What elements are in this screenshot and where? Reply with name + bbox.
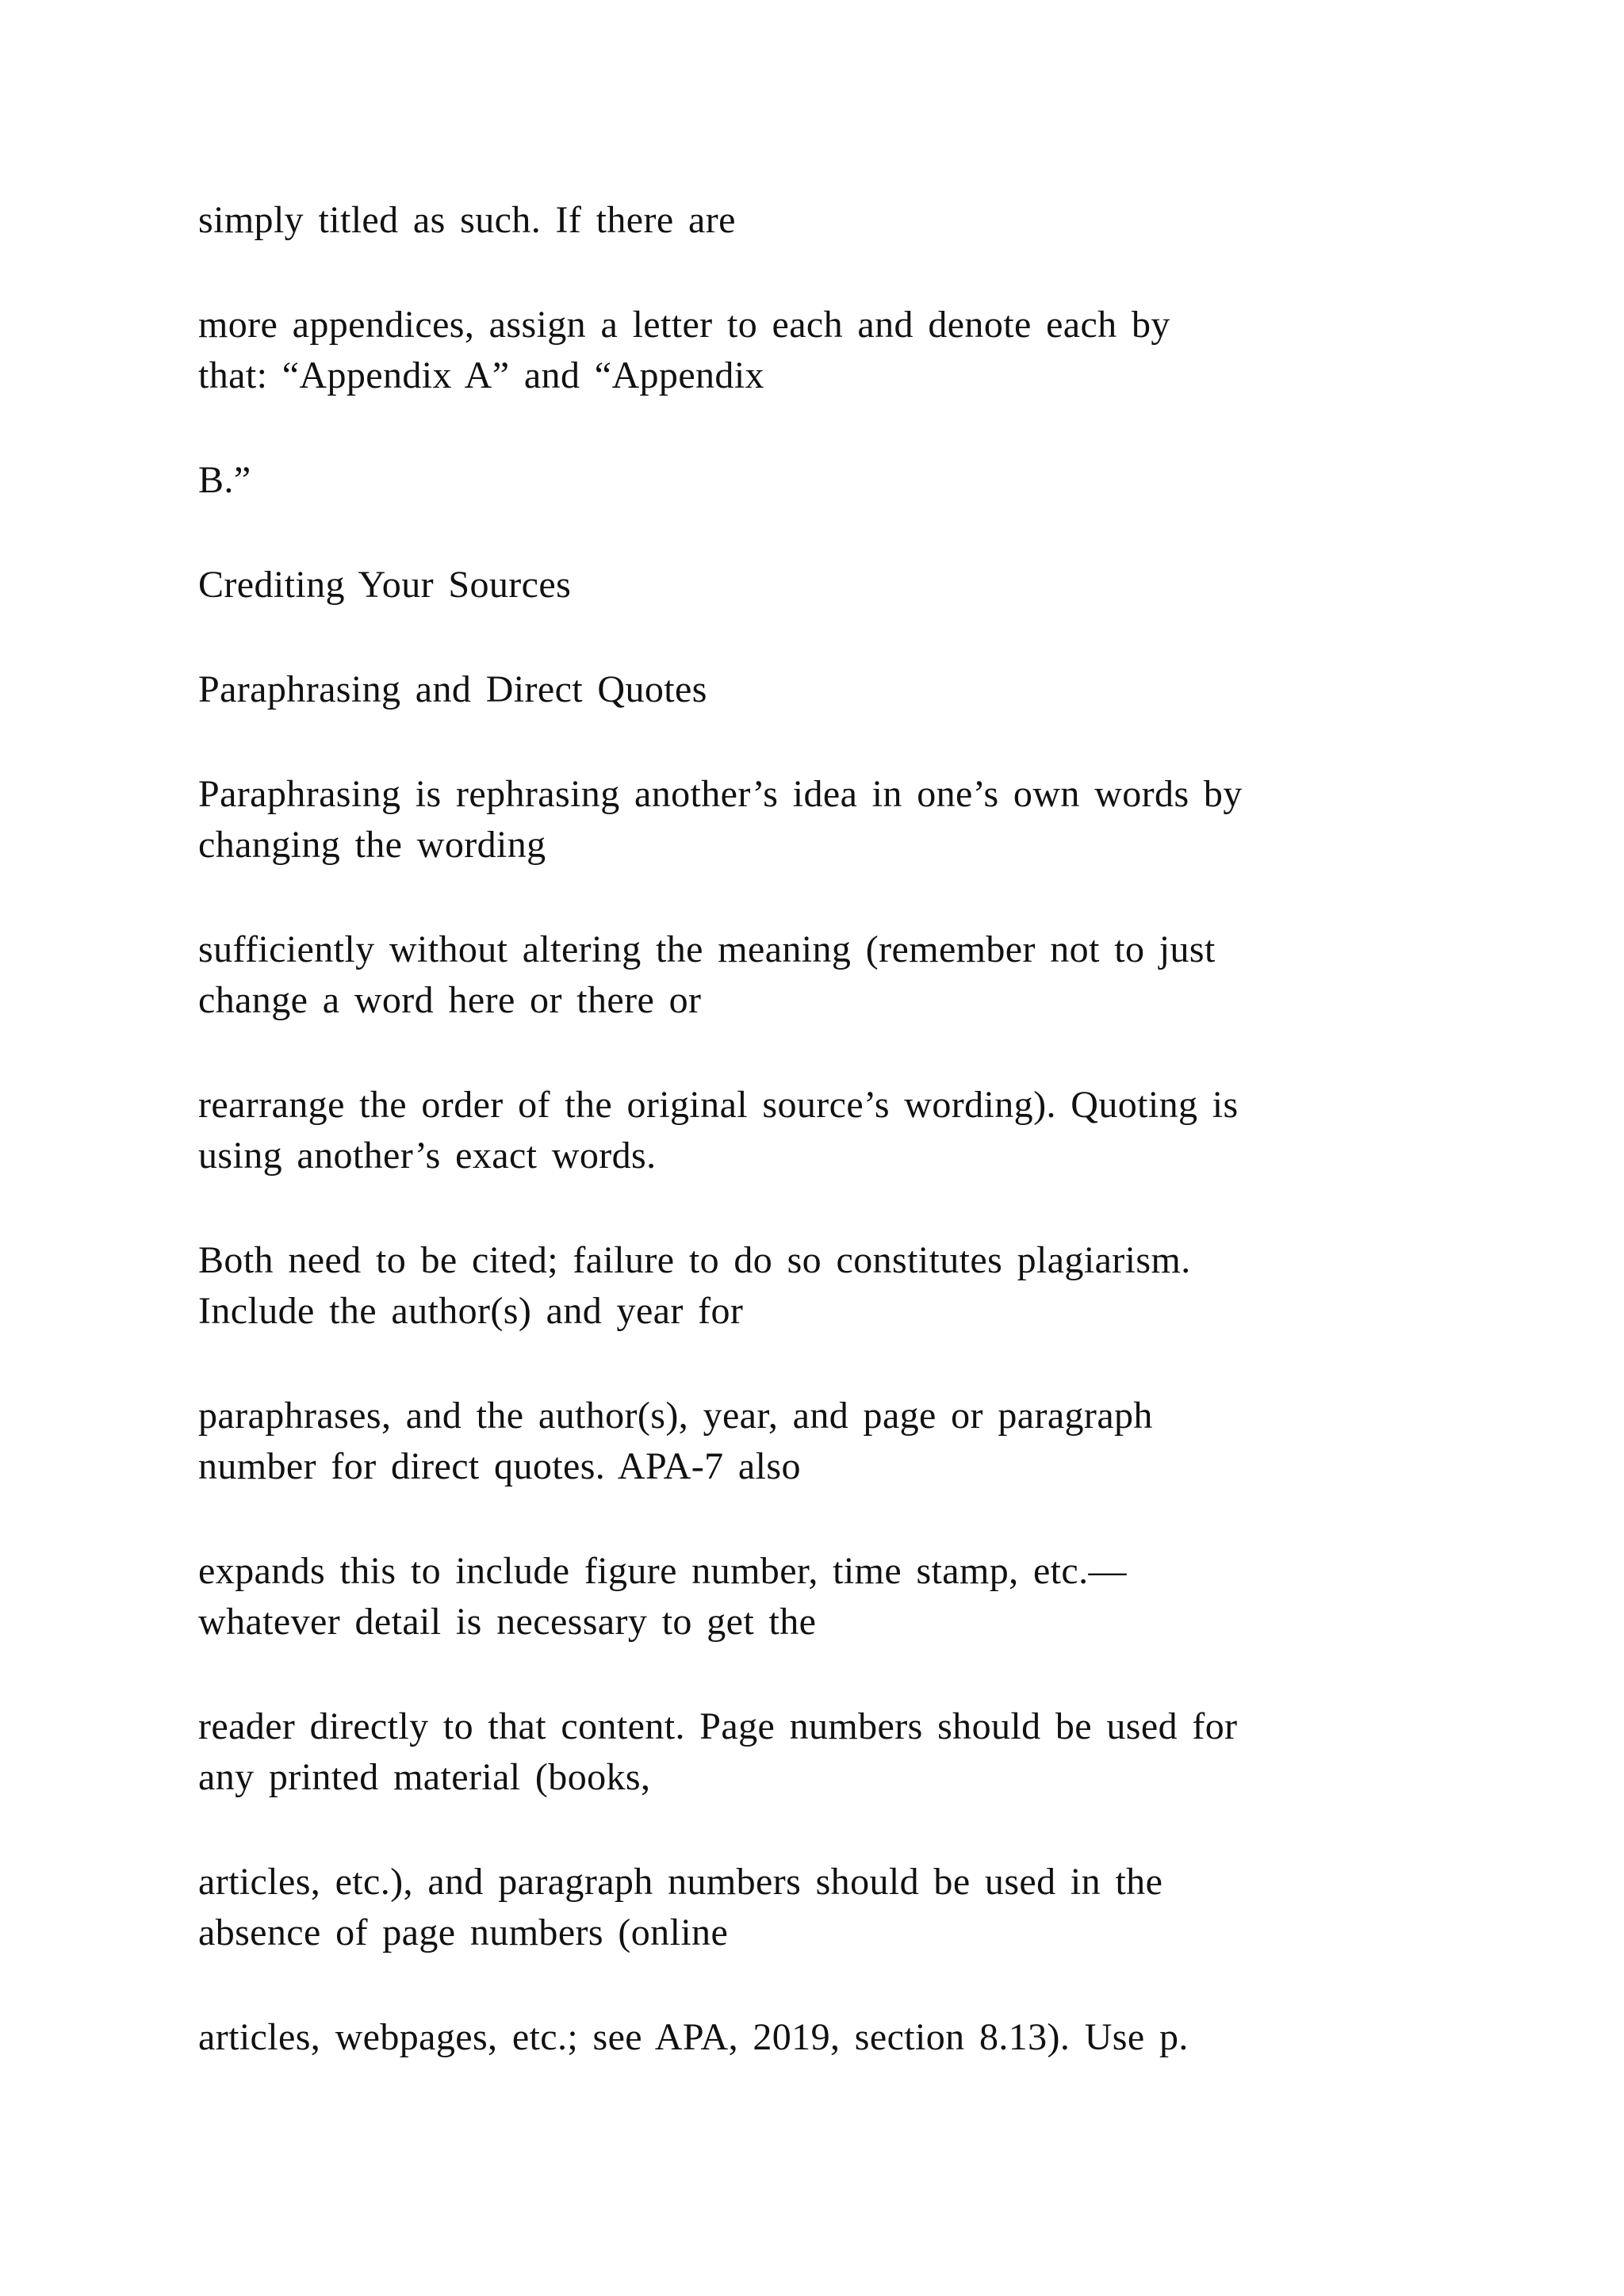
text-line: sufficiently without altering the meaning (remember not to just [198,928,1216,970]
text-line: more appendices, assign a letter to each and denote each by [198,304,1170,346]
text-line: absence of page numbers (online [198,1911,729,1954]
text-line: rearrange the order of the original source’s wording). Quoting is [198,1084,1239,1126]
text-line: expands this to include figure number, time stamp, etc.— [198,1550,1127,1592]
text-line: Paraphrasing is rephrasing another’s idea in one’s own words by [198,773,1243,815]
text-line: that: “Appendix A” and “Appendix [198,354,764,396]
text-line: articles, webpages, etc.; see APA, 2019, section 8.13). Use p. [198,2016,1189,2058]
text-line: Include the author(s) and year for [198,1290,744,1332]
text-line: paraphrases, and the author(s), year, and page or paragraph [198,1395,1153,1437]
text-line: reader directly to that content. Page numbers should be used for [198,1705,1238,1747]
text-line: changing the wording [198,824,546,866]
text-line: articles, etc.), and paragraph numbers should be used in the [198,1861,1163,1903]
subsection-heading: Paraphrasing and Direct Quotes [198,668,707,710]
text-line: any printed material (books, [198,1756,651,1798]
text-line: change a word here or there or [198,979,702,1021]
section-heading: Crediting Your Sources [198,564,572,606]
text-line: simply titled as such. If there are [198,199,736,241]
text-line: Both need to be cited; failure to do so constitutes plagiarism. [198,1239,1191,1281]
text-line: whatever detail is necessary to get the [198,1601,817,1643]
text-line: using another’s exact words. [198,1135,657,1177]
text-line: number for direct quotes. APA-7 also [198,1445,801,1487]
text-line: B.” [198,459,251,501]
